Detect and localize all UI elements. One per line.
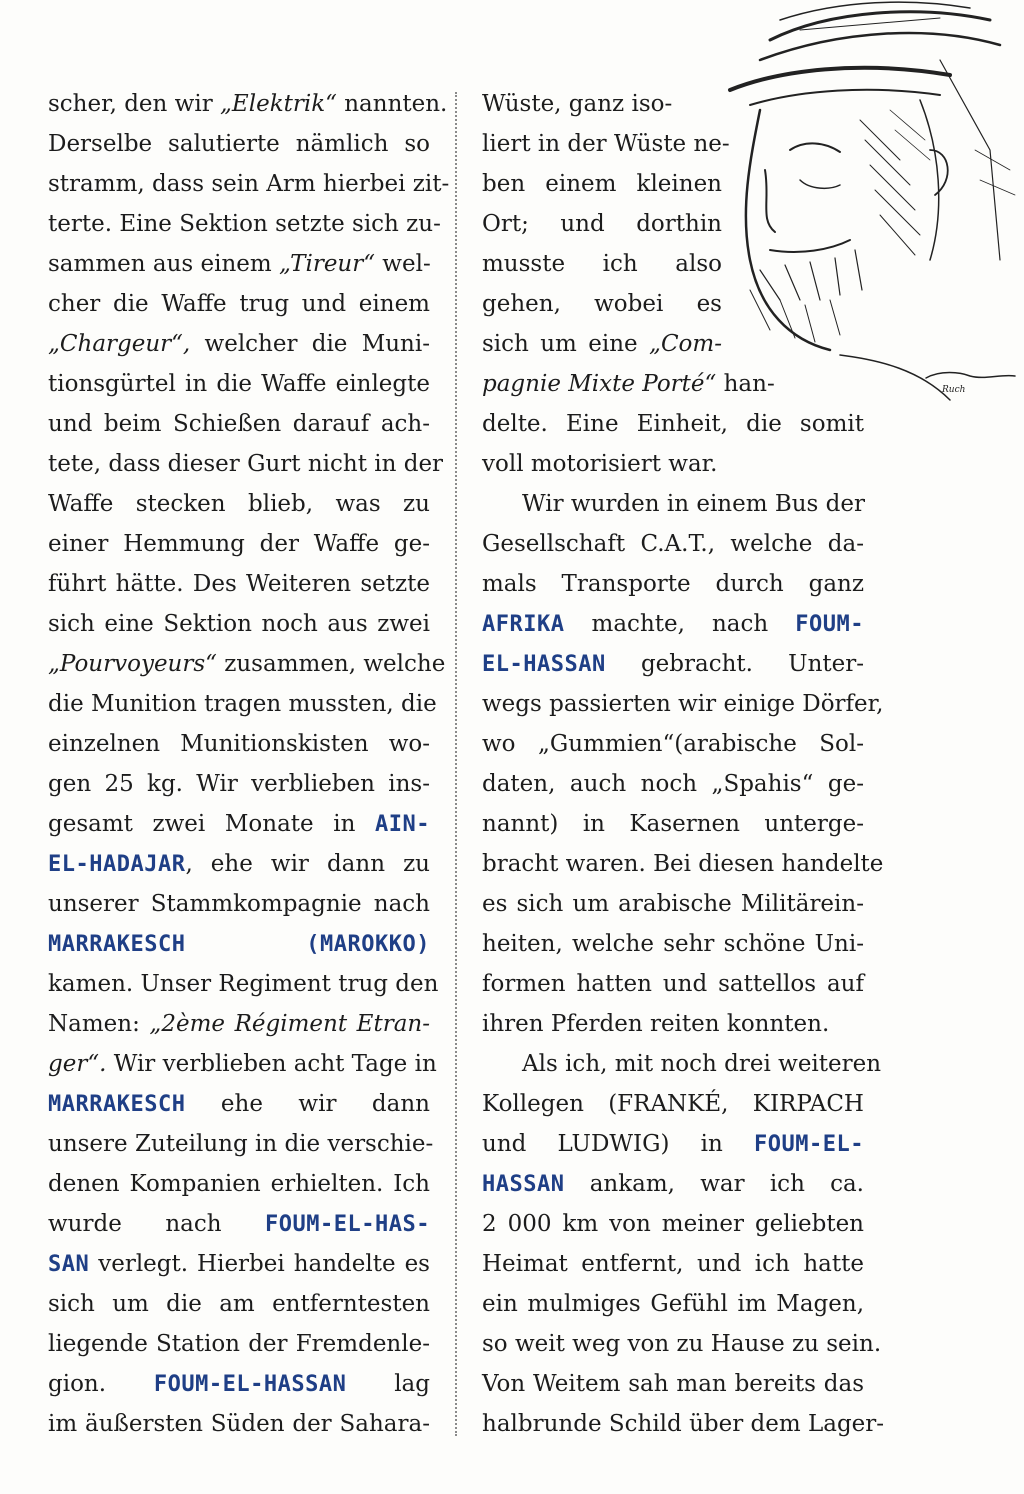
text-line: [48, 404, 430, 444]
text-line: [482, 604, 864, 644]
text-line: [482, 204, 722, 244]
place-name: EL-HASSAN: [482, 652, 606, 677]
text-segment: Von Weitem sah man bereits das: [482, 1371, 864, 1397]
text-line: [48, 164, 450, 204]
text-segment: Kollegen (FRANKÉ, KIRPACH: [482, 1091, 864, 1117]
text-line: [482, 684, 884, 724]
text-segment: „2ème Régiment Etran-: [149, 1011, 430, 1037]
text-segment: sich eine Sektion noch aus zwei: [48, 611, 430, 637]
text-segment: denen Kompanien erhielten. Ich: [48, 1171, 430, 1197]
text-line: [48, 844, 430, 884]
text-line: [482, 1084, 864, 1124]
text-segment: „Chargeur“,: [48, 331, 191, 357]
text-line: [482, 524, 864, 564]
text-line: [48, 804, 430, 844]
text-segment: Als ich, mit noch drei weiteren: [522, 1051, 882, 1077]
text-segment: einer Hemmung der Waffe ge-: [48, 531, 430, 557]
text-segment: stramm, dass sein Arm hierbei zit-: [48, 171, 450, 197]
text-line: [48, 684, 437, 724]
text-line: [482, 644, 864, 684]
text-line: [482, 764, 864, 804]
text-segment: wurde nach: [48, 1211, 266, 1237]
text-line: [482, 1124, 864, 1164]
text-segment: ben einem kleinen: [482, 171, 722, 197]
text-segment: kamen. Unser Regiment trug den: [48, 971, 439, 997]
text-line: [482, 1164, 864, 1204]
text-segment: Heimat entfernt, und ich hatte: [482, 1251, 864, 1277]
place-name: HASSAN: [482, 1172, 565, 1197]
text-segment: halbrunde Schild über dem Lager-: [482, 1411, 885, 1437]
text-line: [482, 1044, 882, 1084]
text-line: [482, 844, 884, 884]
text-segment: terte. Eine Sektion setzte sich zu-: [48, 211, 441, 237]
text-segment: einzelnen Munitionskisten wo-: [48, 731, 430, 757]
text-line: [48, 524, 430, 564]
text-segment: verlegt. Hierbei handelte es: [89, 1251, 430, 1277]
text-line: [48, 1324, 430, 1364]
text-line: [482, 1404, 885, 1444]
text-line: [482, 444, 864, 484]
place-name: FOUM-EL-: [754, 1132, 864, 1157]
text-segment: ihren Pferden reiten konnten.: [482, 1011, 830, 1037]
text-line: [482, 284, 722, 324]
text-segment: mals Transporte durch ganz: [482, 571, 864, 597]
text-line: [48, 1204, 430, 1244]
text-line: [48, 764, 430, 804]
text-segment: formen hatten und sattellos auf: [482, 971, 864, 997]
text-segment: Namen:: [48, 1011, 150, 1037]
text-line: [482, 564, 864, 604]
text-line: [482, 244, 722, 284]
text-segment: welcher die Muni-: [190, 331, 430, 357]
place-name: SAN: [48, 1252, 90, 1277]
text-line: [48, 1164, 430, 1204]
place-name: FOUM-EL-HASSAN: [153, 1372, 347, 1397]
text-line: [482, 804, 864, 844]
text-line: [482, 124, 730, 164]
text-line: [482, 924, 864, 964]
text-segment: ehe wir dann: [185, 1091, 430, 1117]
text-line: [48, 284, 430, 324]
text-segment: han-: [716, 371, 775, 397]
text-segment: scher, den wir: [48, 91, 221, 117]
text-segment: „Tireur“: [279, 251, 375, 277]
text-line: [482, 84, 672, 124]
text-segment: sich um eine: [482, 331, 650, 357]
text-line: [482, 1204, 864, 1244]
text-segment: ein mulmiges Gefühl im Magen,: [482, 1291, 864, 1317]
text-segment: tete, dass dieser Gurt nicht in der: [48, 451, 444, 477]
text-line: [48, 1084, 430, 1124]
text-line: [482, 964, 864, 1004]
text-line: [482, 724, 864, 764]
text-segment: Derselbe salutierte nämlich so: [48, 131, 430, 157]
text-segment: lag: [346, 1371, 430, 1397]
place-name: AFRIKA: [482, 612, 565, 637]
legionnaire-portrait-illustration: [690, 0, 1024, 420]
text-segment: liegende Station der Fremdenle-: [48, 1331, 430, 1357]
text-segment: es sich um arabische Militärein-: [482, 891, 864, 917]
text-segment: unsere Zuteilung in die verschie-: [48, 1131, 434, 1157]
text-line: [48, 1004, 430, 1044]
text-segment: gion.: [48, 1371, 154, 1397]
text-line: [482, 324, 722, 364]
text-segment: nannten.: [336, 91, 448, 117]
text-segment: bracht waren. Bei diesen handelte: [482, 851, 884, 877]
text-segment: Wir wurden in einem Bus der: [522, 491, 866, 517]
text-line: [48, 564, 430, 604]
text-segment: zusammen, welche: [216, 651, 446, 677]
text-line: [48, 1364, 430, 1404]
text-segment: im äußersten Süden der Sahara-: [48, 1411, 430, 1437]
text-segment: gen 25 kg. Wir verblieben ins-: [48, 771, 430, 797]
place-name: FOUM-EL-HAS-: [265, 1212, 430, 1237]
place-name: AIN-: [375, 812, 430, 837]
text-line: [48, 884, 430, 924]
text-line: [48, 444, 444, 484]
text-segment: ankam, war ich ca.: [564, 1171, 864, 1197]
text-line: [48, 1244, 430, 1284]
text-column-left: [48, 84, 450, 1444]
text-segment: die Munition tragen mussten, die: [48, 691, 437, 717]
place-name: FOUM-: [795, 612, 864, 637]
text-line: [48, 484, 430, 524]
text-segment: unserer Stammkompagnie nach: [48, 891, 430, 917]
text-segment: wo „Gummien“(arabische Sol-: [482, 731, 864, 757]
text-segment: so weit weg von zu Hause zu sein.: [482, 1331, 882, 1357]
text-segment: führt hätte. Des Weiteren setzte: [48, 571, 430, 597]
text-segment: pagnie Mixte Porté“: [482, 371, 717, 397]
text-line: [482, 1004, 864, 1044]
text-segment: ger“.: [48, 1051, 107, 1077]
text-segment: sich um die am entferntesten: [48, 1291, 430, 1317]
text-segment: Wir verblieben acht Tage in: [106, 1051, 437, 1077]
text-segment: gebracht. Unter-: [605, 651, 864, 677]
text-line: [48, 604, 430, 644]
text-segment: , ehe wir dann zu: [185, 851, 430, 877]
text-line: [48, 924, 430, 964]
text-line: [482, 164, 722, 204]
text-line: [48, 724, 430, 764]
text-segment: machte, nach: [564, 611, 796, 637]
text-line: [48, 324, 430, 364]
column-divider: [455, 92, 457, 1436]
text-line: [48, 364, 430, 404]
text-segment: Gesellschaft C.A.T., welche da-: [482, 531, 864, 557]
text-segment: Ort; und dorthin: [482, 211, 722, 237]
place-name: MARRAKESCH: [48, 1092, 186, 1117]
text-segment: „Com-: [649, 331, 722, 357]
text-line: [48, 84, 448, 124]
text-segment: nannt) in Kasernen unterge-: [482, 811, 864, 837]
text-segment: und LUDWIG) in: [482, 1131, 755, 1157]
text-segment: liert in der Wüste ne-: [482, 131, 730, 157]
text-line: [482, 1364, 864, 1404]
text-line: [482, 884, 864, 924]
illustration-signature: Ruch: [942, 385, 966, 395]
text-segment: sammen aus einem: [48, 251, 280, 277]
text-segment: „Elektrik“: [220, 91, 337, 117]
text-line: [482, 1244, 864, 1284]
text-segment: daten, auch noch „Spahis“ ge-: [482, 771, 864, 797]
text-segment: und beim Schießen darauf ach-: [48, 411, 430, 437]
text-segment: musste ich also: [482, 251, 722, 277]
text-segment: 2 000 km von meiner geliebten: [482, 1211, 864, 1237]
text-segment: wel-: [375, 251, 431, 277]
text-line: [482, 484, 864, 524]
text-line: [48, 1124, 434, 1164]
text-segment: heiten, welche sehr schöne Uni-: [482, 931, 864, 957]
text-line: [48, 244, 430, 284]
text-segment: delte. Eine Einheit, die somit: [482, 411, 864, 437]
text-line: [48, 964, 439, 1004]
text-line: [482, 1284, 864, 1324]
text-line: [48, 204, 441, 244]
text-segment: cher die Waffe trug und einem: [48, 291, 430, 317]
text-line: [48, 644, 446, 684]
text-line: [48, 1044, 437, 1084]
text-line: [48, 124, 430, 164]
text-line: [48, 1284, 430, 1324]
text-segment: „Pourvoyeurs“: [48, 651, 217, 677]
text-line: [48, 1404, 430, 1444]
text-segment: wegs passierten wir einige Dörfer,: [482, 691, 884, 717]
text-segment: voll motorisiert war.: [482, 451, 718, 477]
text-line: [482, 1324, 882, 1364]
text-segment: gesamt zwei Monate in: [48, 811, 376, 837]
text-segment: gehen, wobei es: [482, 291, 722, 317]
place-name: MARRAKESCH (MAROKKO): [48, 932, 430, 957]
text-segment: Waffe stecken blieb, was zu: [48, 491, 430, 517]
place-name: EL-HADAJAR: [48, 852, 186, 877]
text-segment: tionsgürtel in die Waffe einlegte: [48, 371, 430, 397]
text-segment: Wüste, ganz iso-: [482, 91, 673, 117]
